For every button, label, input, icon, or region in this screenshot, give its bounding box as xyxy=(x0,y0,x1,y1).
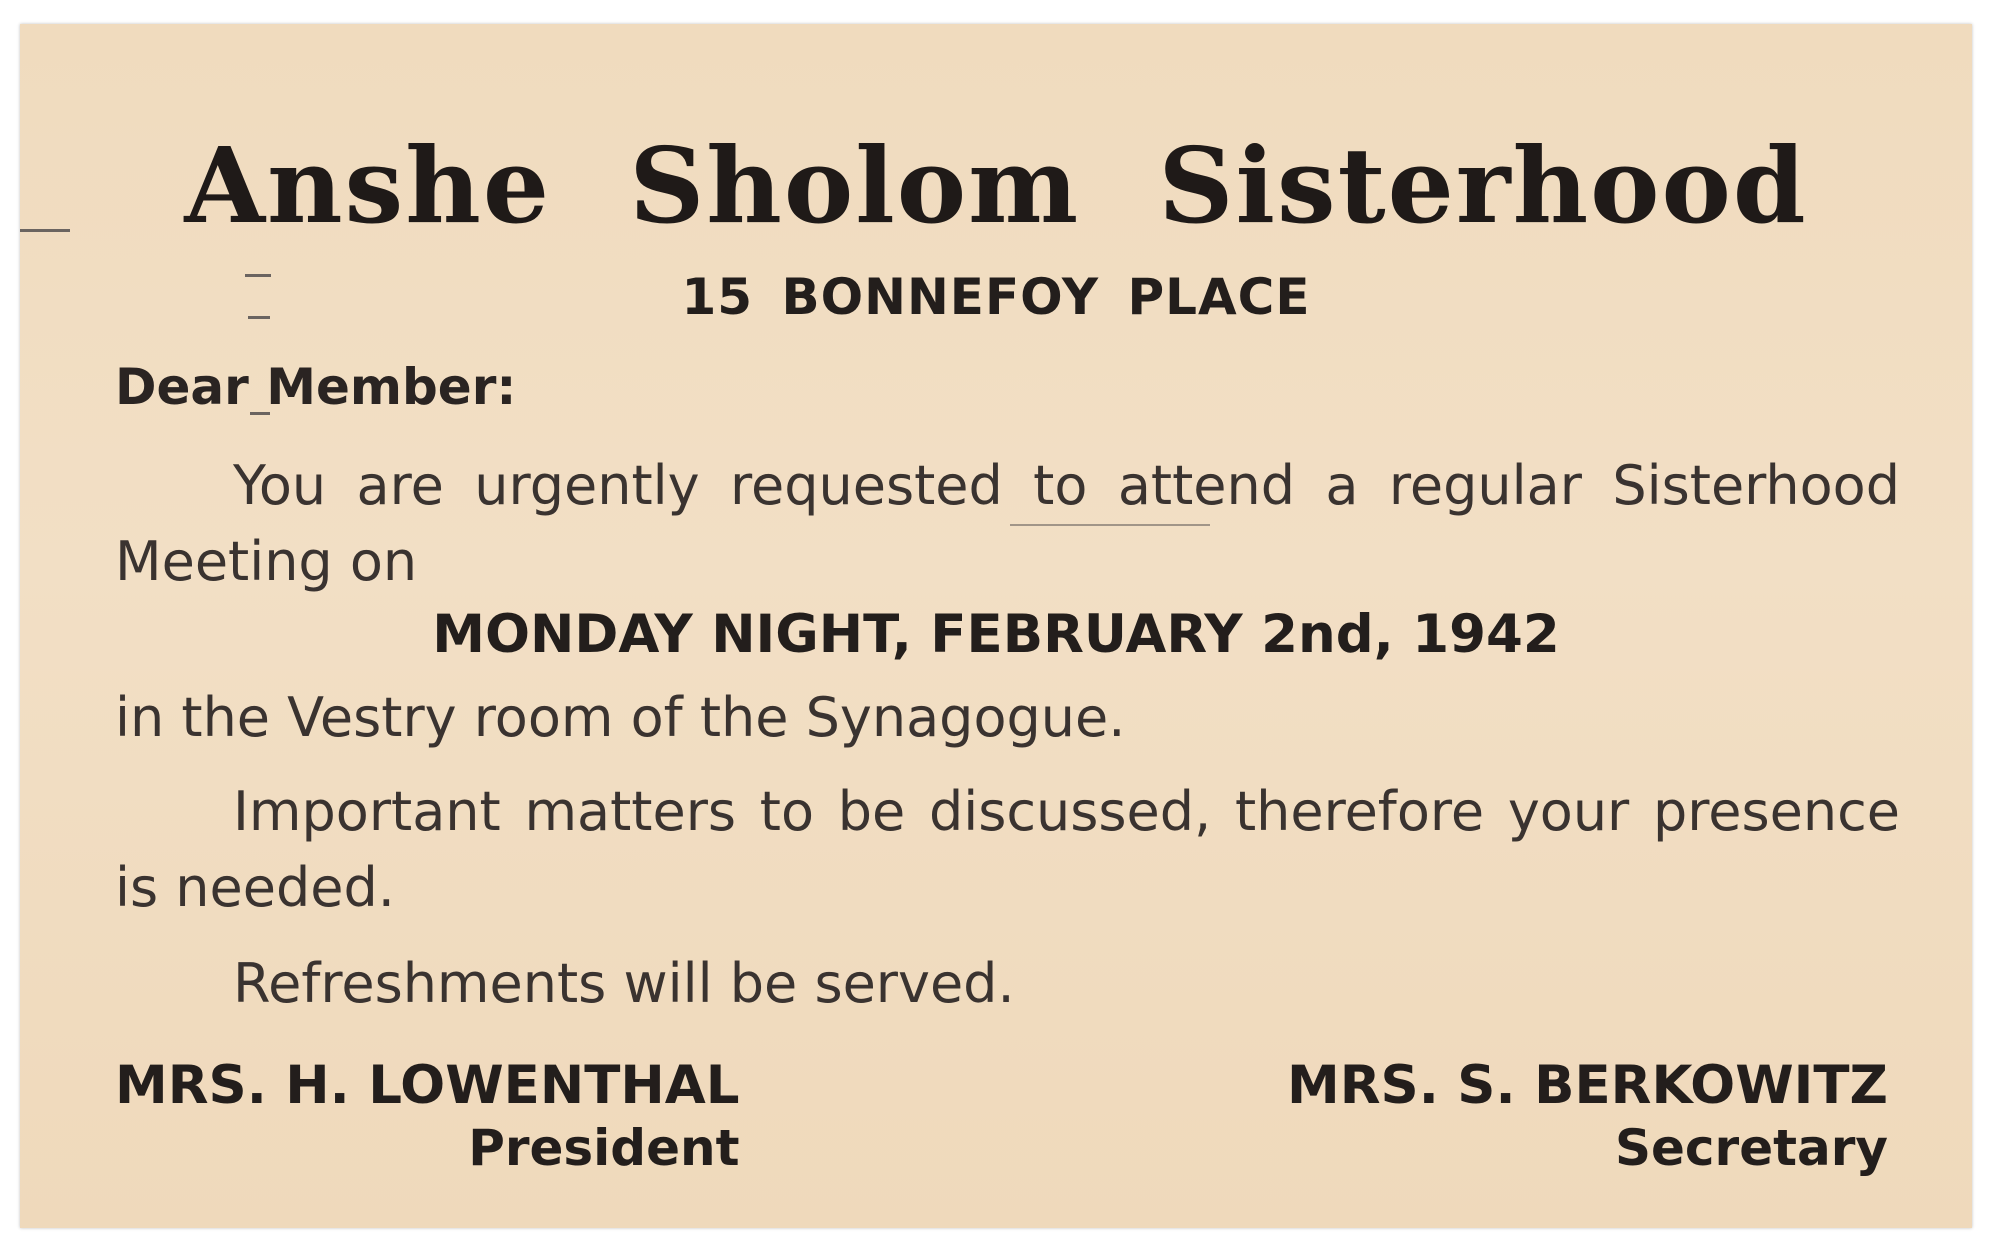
location-paragraph: in the Vestry room of the Synagogue. xyxy=(115,686,1126,749)
signatory-name: MRS. H. LOWENTHAL xyxy=(115,1055,740,1116)
postcard xyxy=(20,24,1972,1228)
signature-block-president xyxy=(115,1054,740,1178)
address-line: 15 BONNEFOY PLACE xyxy=(681,268,1311,326)
salutation: Dear Member: xyxy=(115,358,517,416)
signatory-name: MRS. S. BERKOWITZ xyxy=(1287,1055,1888,1116)
importance-paragraph: Important matters to be discussed, therefore your presence is needed. xyxy=(115,780,1900,919)
signatory-title: President xyxy=(468,1119,740,1177)
organization-heading: Anshe Sholom Sisterhood xyxy=(184,124,1808,247)
signature-block-secretary xyxy=(1287,1054,1888,1178)
meeting-date: MONDAY NIGHT, FEBRUARY 2nd, 1942 xyxy=(432,604,1560,665)
signatory-title: Secretary xyxy=(1614,1119,1888,1177)
invitation-paragraph: You are urgently requested to attend a regular Sisterhood Meeting on xyxy=(115,454,1900,593)
refreshments-paragraph: Refreshments will be served. xyxy=(233,952,1015,1015)
